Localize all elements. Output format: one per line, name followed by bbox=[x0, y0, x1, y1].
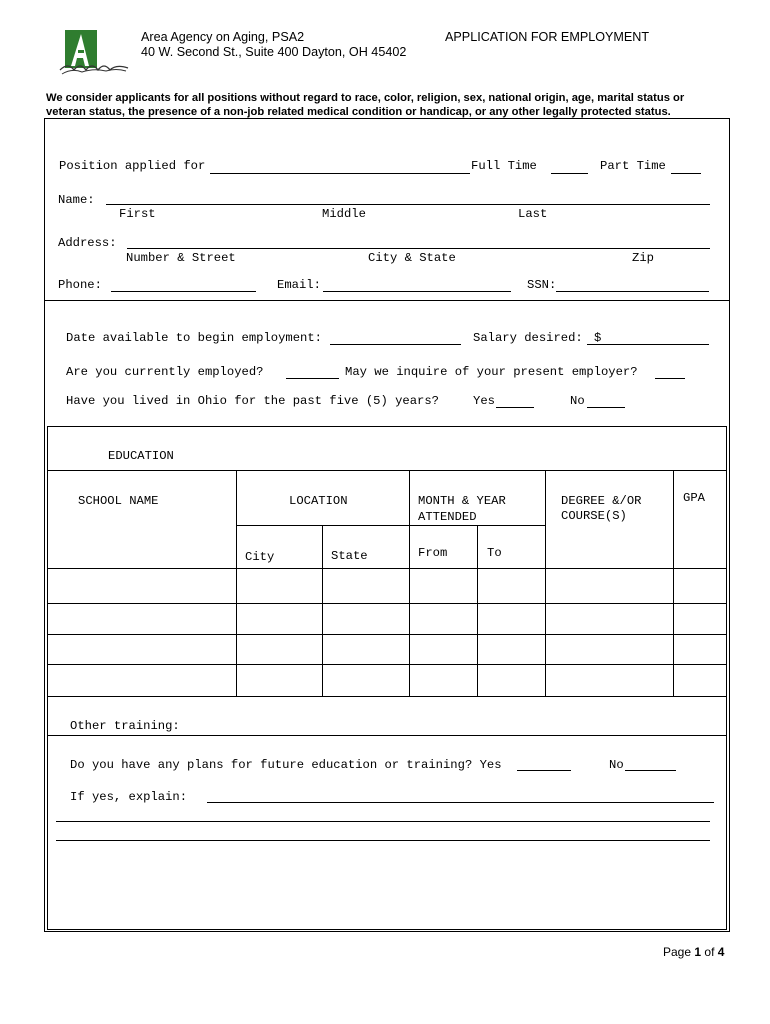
other-training-divider bbox=[47, 735, 727, 736]
grid-col-line bbox=[409, 470, 410, 696]
street-caption: Number & Street bbox=[126, 251, 236, 265]
agency-name: Area Agency on Aging, PSA2 bbox=[141, 30, 305, 44]
explain-field-line1[interactable] bbox=[207, 802, 714, 803]
explain-field-line3[interactable] bbox=[56, 840, 710, 841]
ssn-label: SSN: bbox=[527, 278, 557, 292]
grid-row-line bbox=[47, 664, 727, 665]
col-courses: COURSE(S) bbox=[561, 509, 627, 523]
education-title: EDUCATION bbox=[108, 449, 174, 463]
explain-label: If yes, explain: bbox=[70, 790, 188, 804]
col-school-name: SCHOOL NAME bbox=[78, 494, 159, 508]
first-name-caption: First bbox=[119, 207, 156, 221]
col-degree: DEGREE &/OR bbox=[561, 494, 642, 508]
grid-row-line bbox=[47, 603, 727, 604]
explain-field-line2[interactable] bbox=[56, 821, 710, 822]
salary-label: Salary desired: bbox=[473, 331, 583, 345]
salary-currency: $ bbox=[594, 331, 602, 345]
page-number: 1 bbox=[694, 945, 702, 959]
email-field[interactable] bbox=[323, 291, 511, 292]
col-location: LOCATION bbox=[289, 494, 348, 508]
sub-col-city: City bbox=[245, 550, 275, 564]
future-education-no-field[interactable] bbox=[625, 770, 676, 771]
part-time-field[interactable] bbox=[671, 173, 701, 174]
sub-col-from: From bbox=[418, 546, 448, 560]
education-title-divider bbox=[47, 470, 727, 471]
eeo-notice-line2: veteran status, the presence of a non-job related medical condition or handicap, or any other legally protected status. bbox=[46, 106, 671, 118]
grid-row-line bbox=[47, 696, 727, 697]
other-training-label: Other training: bbox=[70, 719, 180, 733]
ohio-no-field[interactable] bbox=[587, 407, 625, 408]
eeo-notice-line1: We consider applicants for all positions without regard to race, color, religion, sex, national origin, age, marital status or bbox=[46, 92, 685, 104]
grid-col-line bbox=[236, 470, 237, 696]
inquire-employer-field[interactable] bbox=[655, 378, 685, 379]
section-divider-personal bbox=[44, 300, 730, 301]
form-title: APPLICATION FOR EMPLOYMENT bbox=[445, 30, 650, 44]
ohio-yes-label: Yes bbox=[473, 394, 495, 408]
col-gpa: GPA bbox=[683, 491, 705, 505]
date-available-label: Date available to begin employment: bbox=[66, 331, 322, 345]
city-state-caption: City & State bbox=[368, 251, 456, 265]
address-label: Address: bbox=[58, 236, 117, 250]
grid-col-line bbox=[477, 525, 478, 696]
ohio-yes-field[interactable] bbox=[496, 407, 534, 408]
full-time-label: Full Time bbox=[471, 159, 537, 173]
sub-col-state: State bbox=[331, 549, 368, 563]
name-field[interactable] bbox=[106, 204, 710, 205]
grid-col-line bbox=[673, 470, 674, 696]
ssn-field[interactable] bbox=[556, 291, 709, 292]
ohio-residence-label: Have you lived in Ohio for the past five (5) years? bbox=[66, 394, 439, 408]
agency-address: 40 W. Second St., Suite 400 Dayton, OH 45402 bbox=[141, 45, 407, 59]
page-indicator bbox=[663, 945, 724, 959]
grid-col-line bbox=[545, 470, 546, 696]
middle-name-caption: Middle bbox=[322, 207, 366, 221]
zip-caption: Zip bbox=[632, 251, 654, 265]
page-word: Page bbox=[663, 945, 692, 959]
future-education-label: Do you have any plans for future education or training? Yes bbox=[70, 758, 502, 772]
future-education-no-label: No bbox=[609, 758, 624, 772]
grid-row-line bbox=[236, 525, 545, 526]
address-field[interactable] bbox=[127, 248, 710, 249]
full-time-field[interactable] bbox=[551, 173, 588, 174]
phone-label: Phone: bbox=[58, 278, 102, 292]
email-label: Email: bbox=[277, 278, 321, 292]
date-available-field[interactable] bbox=[330, 344, 461, 345]
sub-col-to: To bbox=[487, 546, 502, 560]
grid-row-line bbox=[47, 634, 727, 635]
agency-logo bbox=[58, 28, 130, 76]
col-month-year: MONTH & YEAR bbox=[418, 494, 506, 508]
col-attended: ATTENDED bbox=[418, 510, 477, 524]
grid-col-line bbox=[322, 525, 323, 696]
currently-employed-label: Are you currently employed? bbox=[66, 365, 264, 379]
inquire-employer-label: May we inquire of your present employer? bbox=[345, 365, 638, 379]
last-name-caption: Last bbox=[518, 207, 548, 221]
position-field[interactable] bbox=[210, 173, 470, 174]
currently-employed-field[interactable] bbox=[286, 378, 339, 379]
name-label: Name: bbox=[58, 193, 95, 207]
position-label: Position applied for bbox=[59, 159, 206, 173]
part-time-label: Part Time bbox=[600, 159, 666, 173]
salary-field[interactable] bbox=[587, 344, 709, 345]
grid-row-line bbox=[47, 568, 727, 569]
ohio-no-label: No bbox=[570, 394, 585, 408]
page-of-word: of bbox=[704, 945, 715, 959]
future-education-yes-field[interactable] bbox=[517, 770, 571, 771]
phone-field[interactable] bbox=[111, 291, 256, 292]
page-total: 4 bbox=[717, 945, 725, 959]
